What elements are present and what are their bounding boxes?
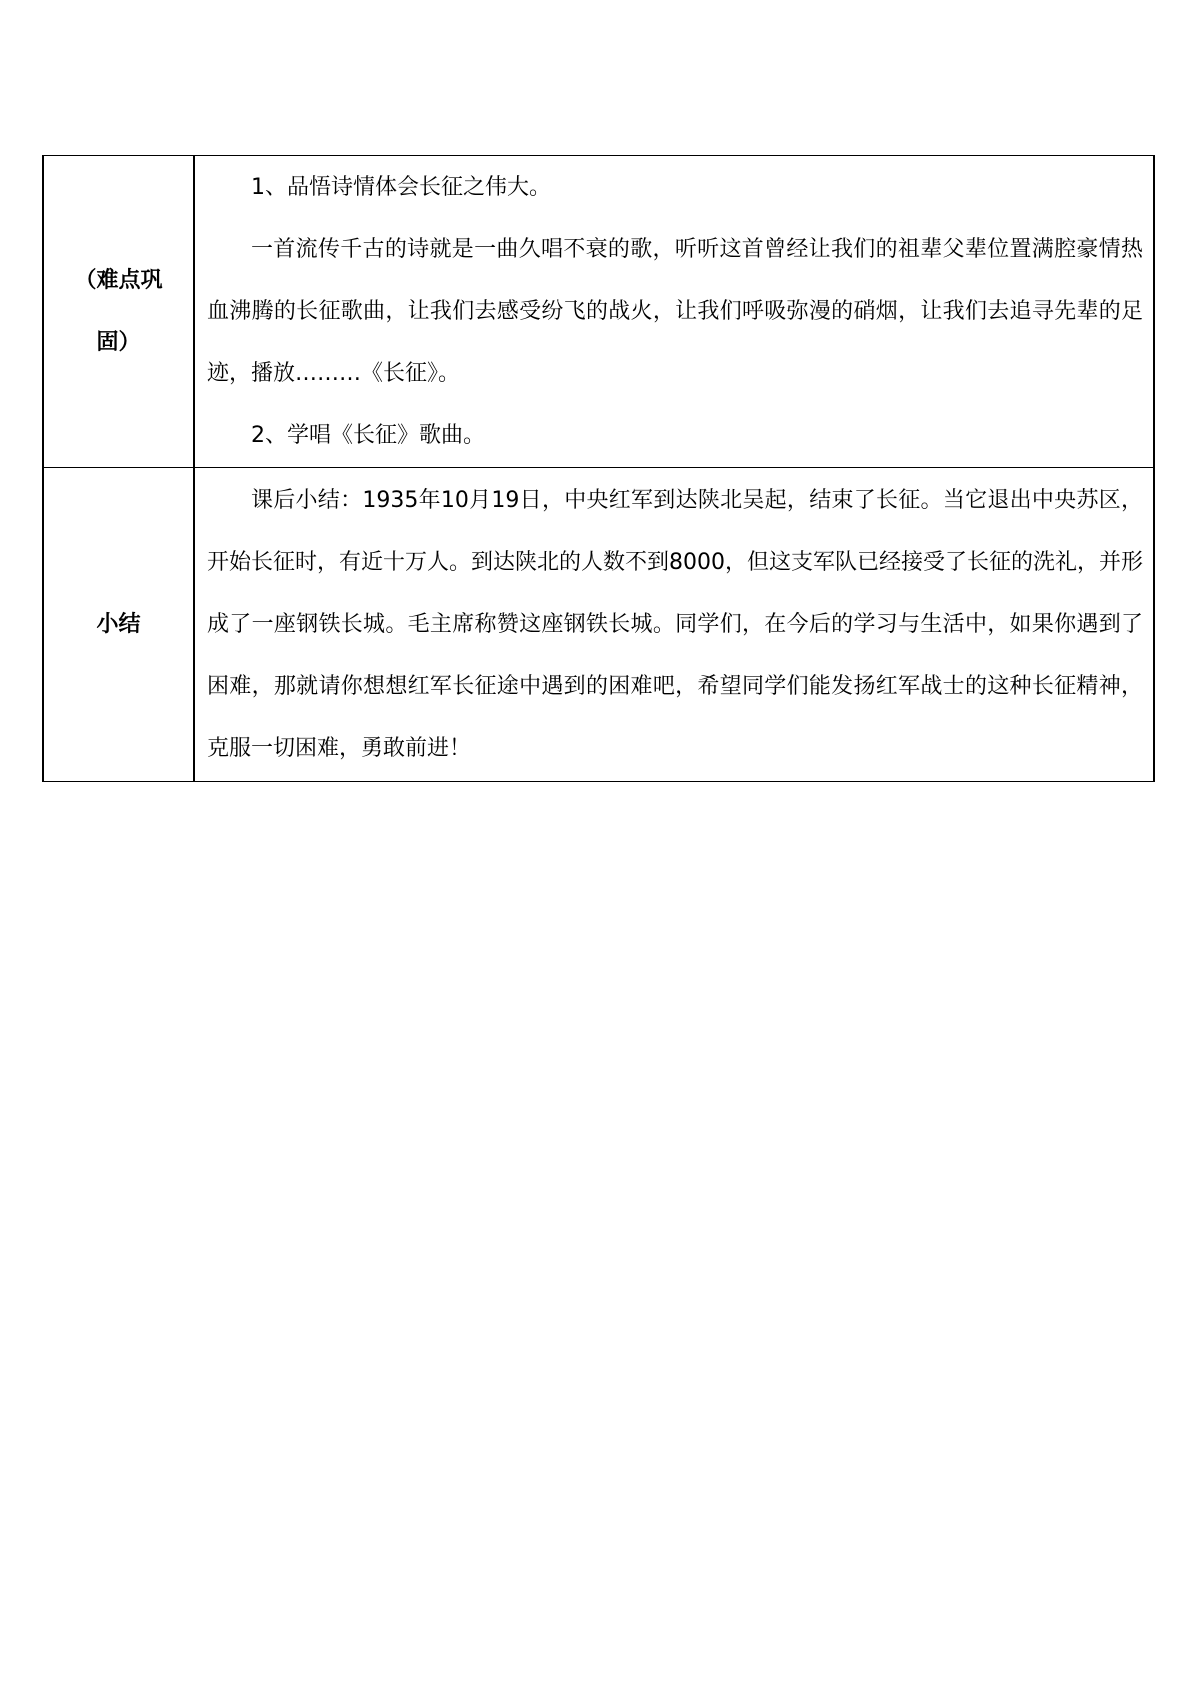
row-content-cell xyxy=(194,156,1154,468)
row-label-cell xyxy=(43,156,194,468)
row-label: 小结 xyxy=(96,611,141,637)
row-label-cell xyxy=(43,468,194,782)
table-row xyxy=(43,468,1154,782)
table-row xyxy=(43,156,1154,468)
content-paragraph: 一首流传千古的诗就是一曲久唱不衰的歌，听听这首曾经让我们的祖辈父辈位置满腔豪情热血沸腾的长征歌曲，让我们去感受纷飞的战火，让我们呼吸弥漫的硝烟，让我们去追寻先辈的足迹，播放………《长征》。 xyxy=(207,236,1143,386)
row-content-cell xyxy=(194,468,1154,782)
row-label: （难点巩固） xyxy=(74,267,163,355)
content-paragraph: 课后小结：1935年10月19日，中央红军到达陕北吴起，结束了长征。当它退出中央苏区，开始长征时，有近十万人。到达陕北的人数不到8000，但这支军队已经接受了长征的洗礼，并形成了一座钢铁长城。毛主席称赞这座钢铁长城。同学们，在今后的学习与生活中，如果你遇到了困难，那就请你想想红军长征途中遇到的困难吧，希望同学们能发扬红军战士的这种长征精神，克服一切困难，勇敢前进！ xyxy=(207,487,1143,761)
lesson-plan-table xyxy=(42,155,1155,782)
content-paragraph: 2、学唱《长征》歌曲。 xyxy=(251,422,485,448)
content-paragraph: 1、品悟诗情体会长征之伟大。 xyxy=(251,174,551,200)
